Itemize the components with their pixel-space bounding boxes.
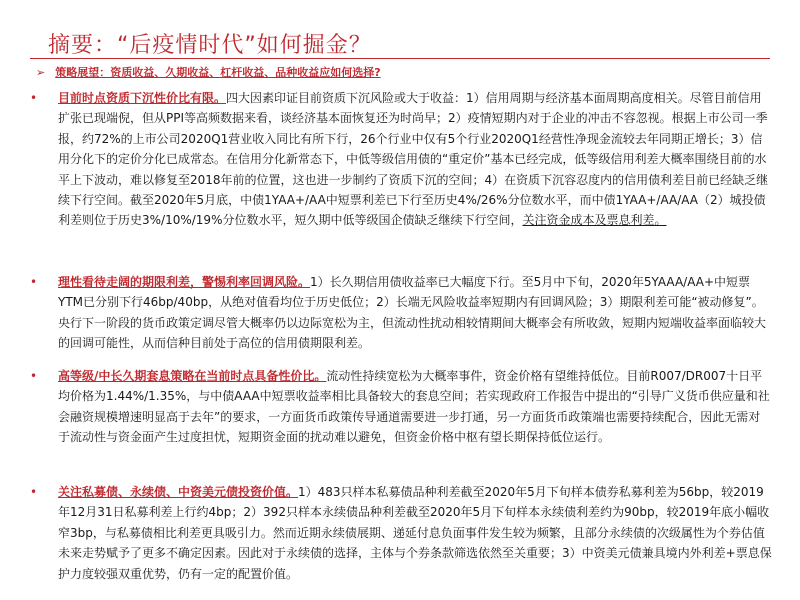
section-body: 1）483只样本私募债品种利差截至2020年5月下旬样本债券私募利差为56bp，较2019年12月31日私募利差上行约4bp；2）392只样本永续债品种利差截至2020年5月下旬样本永续债利差约为90bp，较2019年底小幅收窄3bp，与私募债相比利差更具吸引力。然而近期永续债展期、递延付息负面事件发生较为频繁，且部分永续债的次级属性为个券估值未来走势赋予了更多不确定因素。因此对于永续债的选择，主体与个券条款筛选依然至关重要；3）中资美元债兼具境内外利差+票息保护力度较强双重优势，仍有一定的配置价值。 — [58, 485, 772, 581]
title-divider — [30, 58, 770, 59]
section-lead: 目前时点资质下沉性价比有限。 — [58, 91, 227, 105]
arrow-bullet-icon: ➢ — [36, 66, 46, 79]
section-lead: 高等级/中长久期套息策略在当前时点具备性价比。 — [58, 369, 327, 383]
page-title: 摘要：“后疫情时代”如何掘金？ — [48, 33, 372, 58]
bullet-icon: • — [30, 91, 38, 105]
strategy-outlook-label: 策略展望：资质收益、久期收益、杠杆收益、品种收益应如何选择? — [55, 66, 381, 79]
bullet-icon: • — [30, 369, 38, 383]
section-lead: 关注私募债、永续债、中资美元债投资价值。 — [58, 485, 299, 499]
section-carry-strategy — [30, 366, 772, 448]
section-tail: 关注资金成本及票息利差。 — [522, 213, 667, 228]
bullet-icon: • — [30, 275, 38, 289]
section-body: 1）长久期信用债收益率已大幅度下行。至5月中下旬，2020年5YAAA/AA+中短票YTM已分别下行46bp/40bp，从绝对值看均位于历史低位；2）长端无风险收益率短期内有回调风险；3）期限利差可能“被动修复”。央行下一阶段的货币政策定调尽管大概率仍以边际宽松为主，但流动性扰动相较情期间大概率会有所收敛，短期内短端收益率面临较大的回调可能性，从而信种目前处于高位的信用债期限利差。 — [58, 275, 767, 351]
bullet-icon: • — [30, 485, 38, 499]
strategy-outlook — [36, 64, 381, 80]
section-body: 流动性持续宽松为大概率事件，资金价格有望维持低位。目前R007/DR007十日平均价格为1.44%/1.35%，与中债AAA中短票收益率相比具备较大的套息空间；若实现政府工作报告中提出的“引导广义货币供应量和社会融资规模增速明显高于去年”的要求，一方面货币政策传导通道需要进一步打通，另一方面货币政策端也需要持续配合，因此无需对于流动性与资金面产生过度担忧，短期资金面的扰动难以避免，但资金价格中枢有望长期保持低位运行。 — [58, 369, 770, 445]
section-body: 四大因素印证目前资质下沉风险或大于收益：1）信用周期与经济基本面周期高度相关。尽管目前信用扩张已现端倪，但从PPI等高频数据来看，谈经济基本面恢复还为时尚早；2）疫情短期内对于企业的冲击不容忽视。根据上市公司一季报，约72%的上市公司2020Q1营业收入同比有所下行，26个行业中仅有5个行业2020Q1经营性净现金流较去年同期正增长；3）信用分化下的定价分化已成常态。在信用分化新常态下，中低等级信用债的“重定价”基本已经完成，低等级信用利差大概率围绕目前的水平上下波动，难以修复至2018年前的位置，这也进一步制约了资质下沉的空间；4）在资质下沉容忍度内的信用债利差目前已经缺乏继续下行空间。截至2020年5月底，中债1YAA+/AA中短票利差已下行至历史4%/26%分位数水平，而中债1YAA+/AA/AA（2）城投债利差则位于历史3%/10%/19%分位数水平，短久期中低等级国企债缺乏继续下行空间， — [58, 91, 769, 228]
section-credit-quality — [30, 88, 772, 231]
section-term-spread — [30, 272, 772, 354]
section-lead: 理性看待走阔的期限利差，警惕利率回调风险。 — [58, 275, 311, 289]
section-private-perpetual — [30, 482, 772, 584]
